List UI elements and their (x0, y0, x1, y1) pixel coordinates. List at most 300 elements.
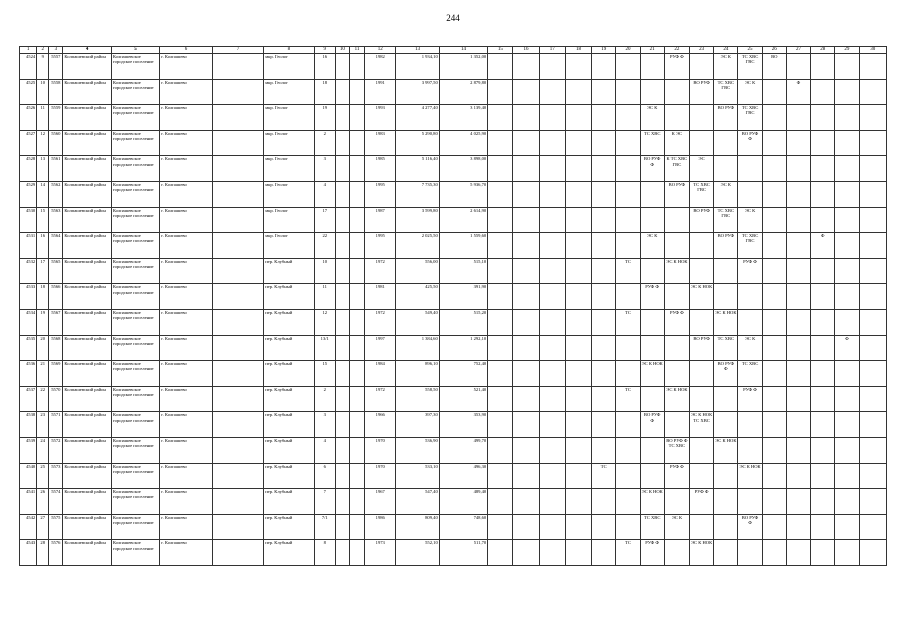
table-cell: К ТС ХВС ГВС (664, 156, 689, 182)
table-cell: 353,90 (439, 412, 487, 438)
table-cell: пер. Клубный (264, 514, 314, 540)
table-cell (349, 54, 364, 80)
table-cell: 23 (37, 412, 49, 438)
table-cell (762, 514, 786, 540)
table-cell (592, 335, 616, 361)
table-cell (539, 463, 565, 489)
table-cell: мкр. Геолог (264, 79, 314, 105)
table-cell (488, 258, 513, 284)
table-cell: Ф (835, 335, 859, 361)
table-cell (664, 335, 689, 361)
table-cell: ВО (762, 54, 786, 80)
table-cell: 5560 (49, 130, 63, 156)
table-cell (488, 284, 513, 310)
table-cell: 549,40 (396, 309, 439, 335)
table-cell: Колпашевское городское поселение (111, 181, 159, 207)
column-header: 13 (396, 47, 439, 54)
table-cell (513, 130, 539, 156)
table-cell: Колпашевское городское поселение (111, 361, 159, 387)
table-cell (616, 105, 640, 131)
table-cell (592, 309, 616, 335)
table-cell (616, 463, 640, 489)
table-cell: 13/1 (314, 335, 335, 361)
table-cell (811, 540, 835, 566)
table-cell (349, 79, 364, 105)
table-cell: 5558 (49, 79, 63, 105)
table-cell (616, 335, 640, 361)
table-cell: 4532 (20, 258, 37, 284)
table-cell (762, 335, 786, 361)
table-cell: 558,50 (396, 386, 439, 412)
table-cell (565, 207, 591, 233)
table-cell: Колпашевский район (63, 181, 111, 207)
table-cell (835, 79, 859, 105)
table-cell (714, 258, 738, 284)
table-cell: ТС (616, 309, 640, 335)
table-cell (212, 105, 263, 131)
table-cell: 5 116,40 (396, 156, 439, 182)
table-cell (859, 463, 886, 489)
table-cell: 5573 (49, 463, 63, 489)
table-cell (859, 233, 886, 259)
table-cell (565, 514, 591, 540)
table-row (20, 130, 887, 156)
table-cell (835, 386, 859, 412)
table-cell: 4533 (20, 284, 37, 310)
table-cell: 4 025,90 (439, 130, 487, 156)
table-cell (664, 207, 689, 233)
table-cell: 752,40 (439, 361, 487, 387)
table-cell: ТС ХВС ГВС (690, 181, 714, 207)
table-cell (335, 540, 349, 566)
table-cell (786, 156, 810, 182)
table-body (20, 54, 887, 566)
table-cell: г. Колпашево (160, 335, 212, 361)
table-cell: ЭС К (738, 207, 762, 233)
table-cell: ТС ХВС (640, 130, 664, 156)
table-cell (539, 386, 565, 412)
column-header: 15 (488, 47, 513, 54)
table-cell (738, 412, 762, 438)
table-cell (714, 386, 738, 412)
table-cell: 19 (314, 105, 335, 131)
table-cell: ВО РУФ (690, 79, 714, 105)
table-row (20, 386, 887, 412)
table-cell: ЭС К (738, 79, 762, 105)
table-cell (714, 540, 738, 566)
table-cell: 5561 (49, 156, 63, 182)
table-cell (835, 412, 859, 438)
table-row (20, 361, 887, 387)
table-cell: 2 614,90 (439, 207, 487, 233)
table-cell (811, 79, 835, 105)
table-cell (690, 361, 714, 387)
table-cell (513, 540, 539, 566)
table-cell: пер. Клубный (264, 489, 314, 515)
table-cell: Колпашевский район (63, 335, 111, 361)
table-cell: 2 025,50 (396, 233, 439, 259)
table-cell: 1993 (365, 105, 396, 131)
table-cell: 7 (314, 489, 335, 515)
table-row (20, 207, 887, 233)
table-cell (616, 54, 640, 80)
table-cell (212, 412, 263, 438)
table-cell (212, 489, 263, 515)
column-header: 16 (513, 47, 539, 54)
table-cell (738, 540, 762, 566)
table-cell (513, 181, 539, 207)
table-cell: Колпашевский район (63, 156, 111, 182)
table-cell: г. Колпашево (160, 258, 212, 284)
table-cell: 1 292,10 (439, 335, 487, 361)
table-cell (488, 489, 513, 515)
table-cell: Колпашевский район (63, 105, 111, 131)
table-cell (786, 233, 810, 259)
table-cell (539, 514, 565, 540)
table-cell (349, 284, 364, 310)
table-cell: ТС ХВС (714, 335, 738, 361)
table-cell (335, 156, 349, 182)
table-cell: 2 (314, 130, 335, 156)
table-cell (565, 258, 591, 284)
table-cell (786, 258, 810, 284)
table-cell (335, 386, 349, 412)
table-cell (859, 309, 886, 335)
table-cell (640, 258, 664, 284)
table-cell (835, 258, 859, 284)
table-cell (349, 386, 364, 412)
table-cell: 21 (37, 361, 49, 387)
column-header: 24 (714, 47, 738, 54)
table-cell (762, 412, 786, 438)
table-cell: мкр. Геолог (264, 105, 314, 131)
table-cell: 5564 (49, 233, 63, 259)
table-cell: пер. Клубный (264, 437, 314, 463)
table-cell (616, 233, 640, 259)
table-cell: 4535 (20, 335, 37, 361)
table-cell: 12 (37, 130, 49, 156)
column-header: 9 (314, 47, 335, 54)
table-cell: 2 (314, 386, 335, 412)
table-cell (616, 284, 640, 310)
table-row (20, 54, 887, 80)
table-cell (349, 540, 364, 566)
table-cell (811, 489, 835, 515)
table-cell (335, 181, 349, 207)
table-header (20, 47, 887, 54)
table-cell: 3 997,50 (396, 79, 439, 105)
table-cell: 10 (314, 258, 335, 284)
table-cell (859, 437, 886, 463)
table-cell: Колпашевский район (63, 79, 111, 105)
table-cell (349, 335, 364, 361)
table-cell (859, 386, 886, 412)
table-cell (762, 233, 786, 259)
table-cell (616, 514, 640, 540)
column-header: 1 (20, 47, 37, 54)
table-cell (592, 258, 616, 284)
table-cell: ТС (616, 258, 640, 284)
table-cell (592, 233, 616, 259)
table-cell (335, 284, 349, 310)
table-cell: Колпашевское городское поселение (111, 514, 159, 540)
table-cell: 1983 (365, 130, 396, 156)
table-cell: Колпашевский район (63, 284, 111, 310)
table-cell (565, 233, 591, 259)
table-cell (859, 258, 886, 284)
table-cell (349, 309, 364, 335)
table-cell: ВО РУФ Ф (714, 361, 738, 387)
table-cell: 14 (37, 181, 49, 207)
table-cell (835, 463, 859, 489)
table-cell: пер. Клубный (264, 361, 314, 387)
column-header: 20 (616, 47, 640, 54)
table-cell: мкр. Геолог (264, 130, 314, 156)
table-cell (786, 181, 810, 207)
table-cell: 397,30 (396, 412, 439, 438)
table-cell: ЭС К НОК ТС ХВС (690, 412, 714, 438)
table-cell: 536,90 (396, 437, 439, 463)
table-cell (640, 386, 664, 412)
table-cell: пер. Клубный (264, 386, 314, 412)
table-cell (513, 105, 539, 131)
table-cell (488, 412, 513, 438)
table-cell: 4539 (20, 437, 37, 463)
table-cell: 26 (37, 489, 49, 515)
table-cell (835, 284, 859, 310)
table-cell (349, 437, 364, 463)
table-cell (565, 130, 591, 156)
table-cell (488, 361, 513, 387)
table-cell: 521,40 (439, 386, 487, 412)
table-cell: 25 (37, 463, 49, 489)
table-cell (212, 284, 263, 310)
table-cell (513, 437, 539, 463)
table-cell: г. Колпашево (160, 105, 212, 131)
column-header: 8 (264, 47, 314, 54)
table-cell: 3 139,40 (439, 105, 487, 131)
table-cell (212, 156, 263, 182)
table-cell (513, 463, 539, 489)
table-cell: 533,10 (396, 463, 439, 489)
table-cell (859, 335, 886, 361)
table-cell (786, 514, 810, 540)
column-header: 23 (690, 47, 714, 54)
table-cell (335, 130, 349, 156)
table-cell: РУФ Ф (664, 463, 689, 489)
table-cell (592, 181, 616, 207)
table-cell (664, 489, 689, 515)
table-cell: 3 898,00 (439, 156, 487, 182)
table-cell: 511,70 (439, 540, 487, 566)
table-cell (212, 361, 263, 387)
table-cell (539, 489, 565, 515)
table-cell (539, 437, 565, 463)
table-cell (565, 412, 591, 438)
table-cell: ТС ХВС ГВС (738, 233, 762, 259)
table-cell: 4524 (20, 54, 37, 80)
table-cell: 4542 (20, 514, 37, 540)
table-cell (513, 233, 539, 259)
table-cell (762, 181, 786, 207)
table-cell (488, 335, 513, 361)
table-cell (592, 361, 616, 387)
table-cell: ВО РУФ (714, 105, 738, 131)
table-cell (786, 284, 810, 310)
table-cell: 11 (37, 105, 49, 131)
table-cell (565, 156, 591, 182)
table-cell: 8 (314, 540, 335, 566)
column-header: 18 (565, 47, 591, 54)
table-cell (762, 309, 786, 335)
table-cell (349, 463, 364, 489)
table-cell: 3 (314, 412, 335, 438)
table-cell (335, 105, 349, 131)
table-cell (690, 386, 714, 412)
table-cell (565, 489, 591, 515)
column-header: 10 (335, 47, 349, 54)
table-cell (859, 489, 886, 515)
table-cell (859, 79, 886, 105)
table-cell (513, 258, 539, 284)
table-cell: 809,40 (396, 514, 439, 540)
table-cell: Колпашевский район (63, 233, 111, 259)
table-cell (738, 309, 762, 335)
table-cell: ВО РУФ (664, 181, 689, 207)
table-cell: 22 (37, 386, 49, 412)
table-cell: ТС ХВС ГВС (738, 54, 762, 80)
table-cell: Колпашевское городское поселение (111, 335, 159, 361)
table-cell: 2 879,80 (439, 79, 487, 105)
table-cell: ВО РУФ (690, 207, 714, 233)
table-cell: 1972 (365, 386, 396, 412)
table-cell (212, 437, 263, 463)
table-cell: 1986 (365, 514, 396, 540)
table-cell (811, 361, 835, 387)
table-cell: Колпашевский район (63, 207, 111, 233)
table-cell (488, 54, 513, 80)
table-cell (640, 207, 664, 233)
column-header: 22 (664, 47, 689, 54)
table-cell: ЭС К (714, 54, 738, 80)
table-cell (335, 412, 349, 438)
table-cell (539, 207, 565, 233)
table-cell (786, 386, 810, 412)
table-cell: К ЭС (664, 130, 689, 156)
table-cell: 425,50 (396, 284, 439, 310)
table-cell: 28 (37, 540, 49, 566)
table-cell (565, 105, 591, 131)
table-cell (212, 181, 263, 207)
table-row (20, 309, 887, 335)
table-cell (664, 412, 689, 438)
table-cell: г. Колпашево (160, 437, 212, 463)
table-cell (786, 463, 810, 489)
table-cell (835, 514, 859, 540)
table-cell: ТС (616, 540, 640, 566)
table-cell: г. Колпашево (160, 412, 212, 438)
table-cell (539, 233, 565, 259)
table-cell (513, 335, 539, 361)
table-cell (488, 156, 513, 182)
table-cell: Колпашевский район (63, 54, 111, 80)
table-cell (811, 309, 835, 335)
table-cell: Колпашевское городское поселение (111, 437, 159, 463)
table-cell: 1997 (365, 335, 396, 361)
table-cell: 5574 (49, 489, 63, 515)
column-header: 3 (49, 47, 63, 54)
table-cell: 1 934,10 (396, 54, 439, 80)
table-cell (835, 437, 859, 463)
table-cell (664, 284, 689, 310)
table-cell (616, 156, 640, 182)
table-cell: 5566 (49, 284, 63, 310)
table-cell (539, 54, 565, 80)
table-cell: 7/1 (314, 514, 335, 540)
table-cell: ВО РУФ Ф ТС ХВС (664, 437, 689, 463)
table-cell (565, 54, 591, 80)
table-cell (212, 386, 263, 412)
table-cell: ЭС (690, 156, 714, 182)
table-cell: 4534 (20, 309, 37, 335)
column-header: 4 (63, 47, 111, 54)
table-cell (664, 79, 689, 105)
table-cell: г. Колпашево (160, 386, 212, 412)
table-cell (539, 335, 565, 361)
table-cell (212, 309, 263, 335)
table-cell: Колпашевский район (63, 540, 111, 566)
table-cell (488, 105, 513, 131)
table-cell (488, 437, 513, 463)
table-cell: ТС ХВС ГВС (738, 105, 762, 131)
table-row (20, 233, 887, 259)
table-cell (335, 463, 349, 489)
table-cell (690, 437, 714, 463)
table-cell: 1973 (365, 540, 396, 566)
table-cell (592, 412, 616, 438)
table-cell: Колпашевский район (63, 463, 111, 489)
table-cell (811, 514, 835, 540)
table-cell: Колпашевское городское поселение (111, 54, 159, 80)
table-cell: РУФ Ф (690, 489, 714, 515)
table-cell: 1982 (365, 54, 396, 80)
table-cell: ЭС К (664, 514, 689, 540)
table-cell: 4 (314, 181, 335, 207)
column-header: 7 (212, 47, 263, 54)
table-row (20, 79, 887, 105)
table-cell (592, 386, 616, 412)
table-cell: Колпашевский район (63, 309, 111, 335)
table-cell (811, 181, 835, 207)
table-cell: ВО РУФ (690, 335, 714, 361)
table-cell (690, 463, 714, 489)
table-cell (640, 79, 664, 105)
table-cell: 13 (37, 156, 49, 182)
table-cell (786, 207, 810, 233)
table-cell (565, 79, 591, 105)
table-cell (835, 361, 859, 387)
table-cell: 4538 (20, 412, 37, 438)
table-cell (565, 309, 591, 335)
table-cell: 1 559,60 (439, 233, 487, 259)
table-cell (859, 130, 886, 156)
table-cell (811, 130, 835, 156)
table-row (20, 284, 887, 310)
table-cell: 22 (314, 233, 335, 259)
table-cell (212, 514, 263, 540)
table-cell (811, 258, 835, 284)
table-cell (592, 54, 616, 80)
